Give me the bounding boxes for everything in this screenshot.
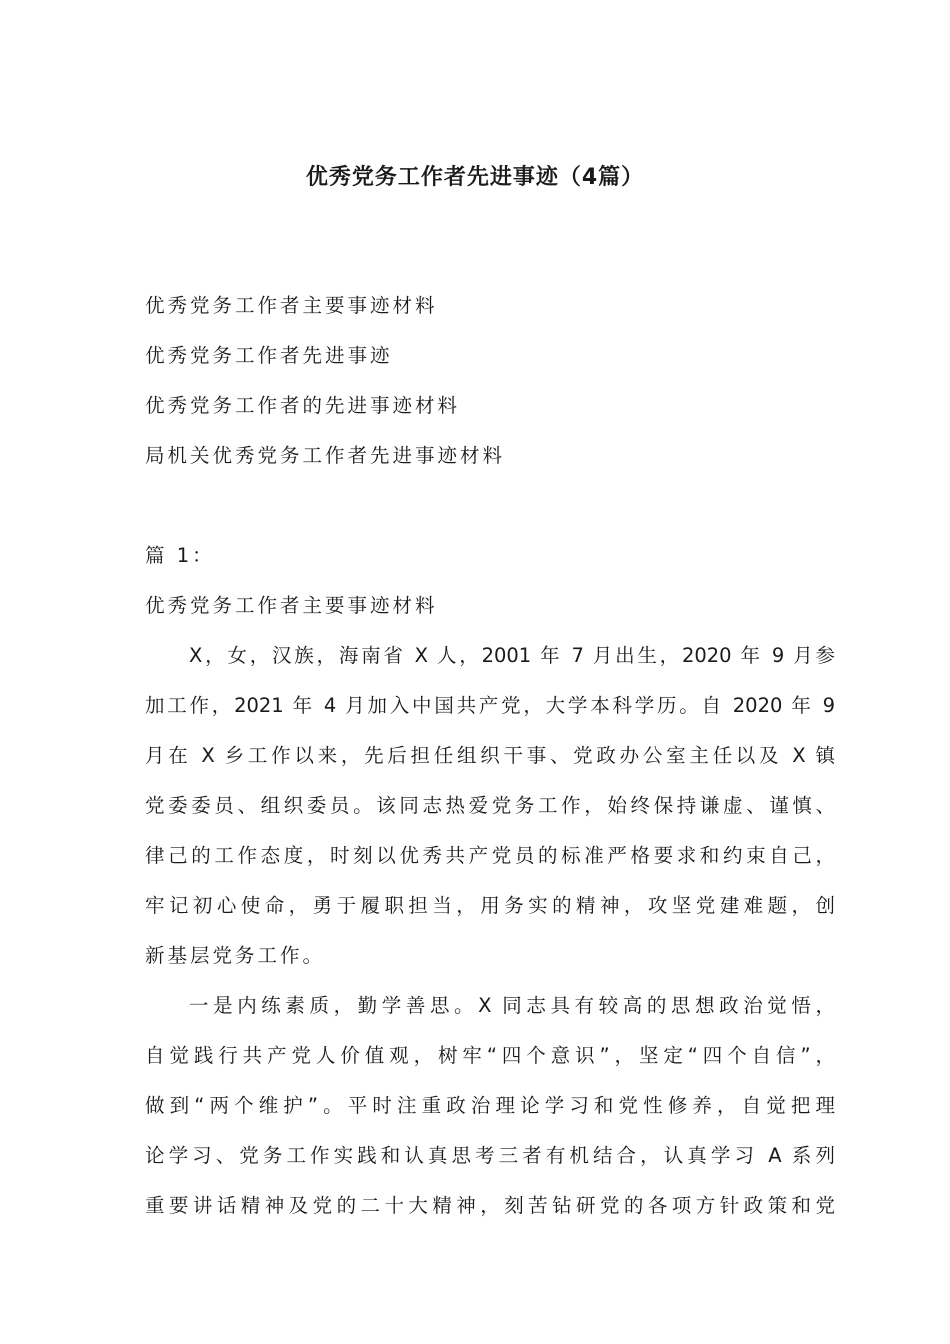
paragraph — [145, 981, 835, 1231]
paragraph-line: 重要讲话精神及党的二十大精神，刻苦钻研党的各项方针政策和党 — [145, 1194, 835, 1217]
toc-item: 优秀党务工作者主要事迹材料 — [145, 294, 438, 317]
document-body — [145, 531, 835, 1231]
paragraph-line: 自觉践行共产党人价值观，树牢“四个意识”，坚定“四个自信”， — [145, 1044, 835, 1067]
paragraph-line: 牢记初心使命，勇于履职担当，用务实的精神，攻坚党建难题，创 — [145, 894, 835, 917]
paragraph-line: 做到“两个维护”。平时注重政治理论学习和党性修养，自觉把理 — [145, 1094, 835, 1117]
paragraph — [145, 631, 835, 981]
paragraph-line: 加工作，2021 年 4 月加入中国共产党，大学本科学历。自 2020 年 9 — [145, 694, 835, 717]
paragraph-line: 律己的工作态度，时刻以优秀共产党员的标准严格要求和约束自己， — [145, 844, 835, 867]
paragraph-line: 一是内练素质，勤学善思。X 同志具有较高的思想政治觉悟， — [189, 994, 835, 1017]
paragraph-line: 新基层党务工作。 — [145, 944, 326, 967]
paragraph-line: 月在 X 乡工作以来，先后担任组织干事、党政办公室主任以及 X 镇 — [145, 744, 835, 767]
toc-item: 局机关优秀党务工作者先进事迹材料 — [145, 444, 506, 467]
section-subtitle: 优秀党务工作者主要事迹材料 — [145, 594, 438, 617]
document-title: 优秀党务工作者先进事迹（4篇） — [305, 165, 645, 190]
paragraph-line: X，女，汉族，海南省 X 人，2001 年 7 月出生，2020 年 9 月参 — [189, 644, 835, 667]
table-of-contents — [145, 281, 845, 481]
paragraph-line: 论学习、党务工作实践和认真思考三者有机结合，认真学习 A 系列 — [145, 1144, 835, 1167]
toc-item: 优秀党务工作者的先进事迹材料 — [145, 394, 461, 417]
paragraph-line: 党委委员、组织委员。该同志热爱党务工作，始终保持谦虚、谨慎、 — [145, 794, 835, 817]
section-label: 篇 1： — [145, 544, 215, 567]
toc-item: 优秀党务工作者先进事迹 — [145, 344, 393, 367]
